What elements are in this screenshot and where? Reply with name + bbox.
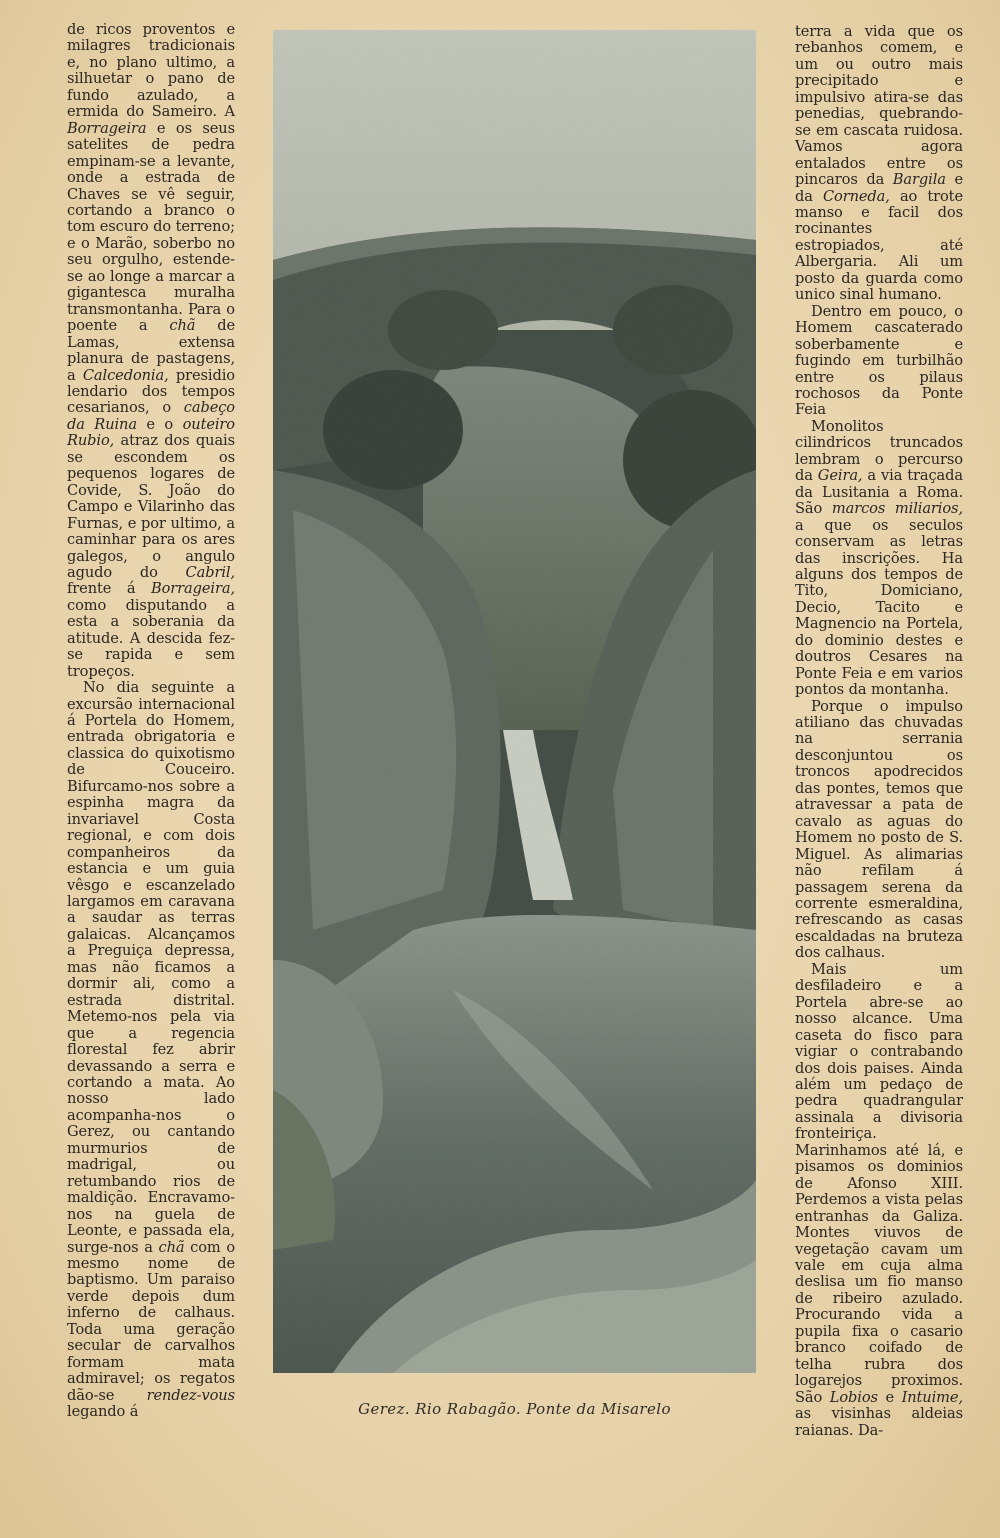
text-run: atraz dos quais se escondem os pequenos logares de Covide, S. João do Campo e Vilarinho das Furnas, e por ultimo, a caminhar para os ares galegos, o angulo agudo do <box>67 432 235 581</box>
text-run: presidio lendario dos tempos cesarianos, o <box>67 366 235 417</box>
text-run: legando á <box>67 1403 139 1421</box>
text-run: e <box>877 1388 902 1406</box>
italic-phrase: rendez-vous <box>146 1386 235 1404</box>
text-run: Monolitos cilindricos truncados lembram o percurso da <box>795 417 963 485</box>
text-run: com o mesmo nome de baptismo. Um paraiso verde depois dum inferno de calhaus. Toda uma geração secular de carvalhos formam mata admiravel; os regatos dão-se <box>67 1238 236 1404</box>
paragraph <box>67 680 235 1420</box>
italic-phrase: Geira, <box>817 467 863 485</box>
italic-phrase: outeiro Rubio, <box>67 415 235 450</box>
italic-phrase: Bargila <box>892 171 946 189</box>
right-text-column <box>795 24 963 1439</box>
paragraph <box>67 22 235 680</box>
italic-phrase: marcos miliarios, <box>831 500 963 518</box>
paragraph <box>795 304 963 419</box>
photo-caption: Gerez. Rio Rabagão. Ponte da Misarelo <box>358 1400 671 1418</box>
river-bridge-photograph <box>273 30 756 1373</box>
text-run: e os seus satelites de pedra empinam-se a levante, onde a estrada de Chaves se vê seguir, cortando a branco o tom escuro do terreno; e o Marão, soberbo no seu orgulho, estende-se ao longe a marcar a gigantesca muralha transmontanha. Para o poente a <box>67 119 235 335</box>
text-run: terra a vida que os rebanhos comem, e um ou outro mais precipitado e impulsivo atira-se das penedias, quebrando-se em cascata ruidosa. Vamos agora entalados entre os pincaros da <box>795 23 963 189</box>
text-run: a via traçada da Lusitania a Roma. São <box>795 467 963 518</box>
text-run: de Lamas, extensa planura de pastagens, a <box>67 317 235 384</box>
italic-phrase: Lobios <box>829 1388 878 1406</box>
italic-phrase: Borrageira <box>67 119 147 137</box>
italic-phrase: Borrageira, <box>150 580 235 598</box>
left-text-column <box>67 22 235 1421</box>
paragraph <box>795 699 963 962</box>
paragraph <box>795 962 963 1439</box>
italic-phrase: Cabril, <box>185 563 235 581</box>
text-run: Mais um desfiladeiro e a Portela abre-se ao nosso alcance. Uma caseta do fisco para vigiar o contrabando dos dois paises. Ainda além um pedaço de pedra quadrangular assinala a divisoria fronteiriça. Marinhamos até lá, e pisamos os dominios de Afonso XIII. Perdemos a vista pelas entranhas da Galiza. Montes viuvos de vegetação cavam um vale em cuja alma deslisa um fio manso de ribeiro azulado. Procurando vida a pupila fixa o casario branco coifado de telha rubra dos logarejos proximos. São <box>795 960 963 1406</box>
text-run: frente á <box>67 580 151 598</box>
text-run: No dia seguinte a excursão internacional á Portela do Homem, entrada obrigatoria e classica do quixotismo de Couceiro. Bifurcamo-nos sobre a espinha magra da invariavel Costa regional, e com dois companheiros da estancia e um guia vêsgo e escanzelado largamos em caravana a saudar as terras galaicas. Alcançamos a Preguiça depressa, mas não ficamos a dormir ali, como a estrada distrital. Metemo-nos pela via que a regencia florestal fez abrir devassando a serra e cortando a mata. Ao nosso lado acompanha-nos o Gerez, ou cantando murmurios de madrigal, ou retumbando rios de maldição. Encravamo-nos na guela de Leonte, e passada ela, surge-nos a <box>67 679 235 1256</box>
italic-phrase: chã <box>169 317 196 335</box>
italic-phrase: cabeço da Ruina <box>67 399 235 433</box>
text-run: e da <box>795 171 964 205</box>
italic-phrase: Intuime, <box>901 1388 963 1406</box>
paragraph <box>795 419 963 699</box>
text-run: Porque o impulso atiliano das chuvadas na serrania desconjuntou os troncos apodrecidos das pontes, temos que atravessar a pata de cavalo as aguas do Homem no posto de S. Miguel. As alimarias não refilam á passagem serena da corrente esmeraldina, refrescando as casas escaldadas na bruteza dos calhaus. <box>795 697 963 962</box>
text-run: ao trote manso e facil dos rocinantes estropiados, até Albergaria. Ali um posto da guarda como unico sinal humano. <box>795 187 963 304</box>
text-run: e o <box>136 415 183 433</box>
italic-phrase: Calcedonia, <box>82 366 169 384</box>
text-run: como disputando a esta a soberania da atitude. A descida fez-se rapida e sem tropeços. <box>67 596 235 680</box>
text-run: Dentro em pouco, o Homem cascaterado soberbamente e fugindo em turbilhão entre os pilaus rochosos da Ponte Feia <box>795 302 963 419</box>
text-run: as visinhas aldeias raianas. Da- <box>795 1405 963 1439</box>
text-run: de ricos proventos e milagres tradicionais e, no plano ultimo, a silhuetar o pano de fundo azulado, a ermida do Sameiro. A <box>67 21 235 121</box>
text-run: a que os seculos conservam as letras das inscrições. Ha alguns dos tempos de Tito, Domiciano, Decio, Tacito e Magnencio na Portela, do dominio destes e doutros Cesares na Ponte Feia e em varios pontos da montanha. <box>795 516 963 699</box>
paragraph <box>795 24 963 304</box>
italic-phrase: chã <box>158 1238 185 1256</box>
italic-phrase: Corneda, <box>822 187 890 205</box>
